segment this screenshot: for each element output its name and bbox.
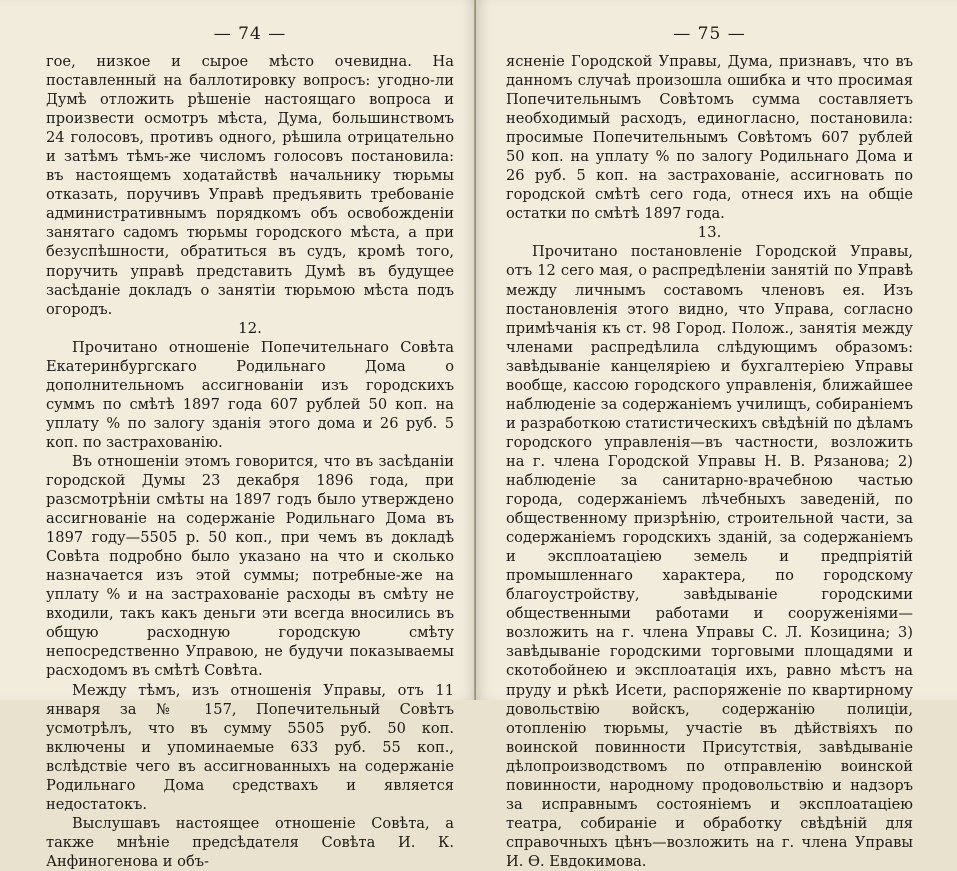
paragraph: Выслушавъ настоящее отношеніе Совѣта, а также мнѣніе предсѣдателя Совѣта И. К. Анфиногенова и объ- [46, 814, 454, 870]
left-page [0, 0, 476, 870]
paragraph: гое, низкое и сырое мѣсто очевидна. На поставленный на баллотировку вопросъ: угодно-ли Думѣ отложить рѣшеніе настоящаго вопроса и произвести осмотръ мѣста, Дума, большинствомъ 24 голосовъ, противъ одного, рѣшила отрицательно и затѣмъ тѣмъ-же числомъ голосовъ постановила: въ настоящемъ ходатайствѣ начальнику тюрьмы отказать, поручивъ Управѣ предъявить требованіе административнымъ порядкомъ объ освобожденіи занятаго садомъ тюрьмы городского мѣста, а при безуспѣшности, обратиться въ судъ, кромѣ того, поручить управѣ представить Думѣ въ будущее засѣданіе докладъ о занятіи тюрьмою мѣста подъ огородъ. [46, 53, 454, 318]
right-page [476, 0, 957, 870]
paragraph: Въ отношеніи этомъ говорится, что въ засѣданіи городской Думы 23 декабря 1896 года, при разсмотрѣніи смѣты на 1897 годъ было утверждено ассигнованіе на содержаніе Родильнаго Дома въ 1897 году—5505 р. 50 коп., при чемъ въ докладѣ Совѣта подробно было указано на что и сколько назначается изъ этой суммы; потребные-же на уплату % и на застрахованіе расходы въ смѣту не входили, такъ какъ деньги эти всегда вносились въ общую расходную городскую смѣту непосредственно Управою, не будучи показываемы расходомъ въ смѣтѣ Совѣта. [46, 452, 454, 680]
paragraph: Между тѣмъ, изъ отношенія Управы, отъ 11 января за № 157, Попечительный Совѣтъ усмотрѣлъ, что въ сумму 5505 руб. 50 коп. включены и упоминаемые 633 руб. 55 коп., вслѣдствіе чего въ ассигнованныхъ на содержаніе Родильнаго Дома средствахъ и является недостатокъ. [46, 681, 454, 813]
paragraph: Прочитано отношеніе Попечительнаго Совѣта Екатеринбургскаго Родильнаго Дома о дополнительномъ ассигнованіи изъ городскихъ суммъ по смѣтѣ 1897 года 607 рублей 50 коп. на уплату % по залогу зданія этого дома и 26 руб. 5 коп. по застрахованію. [46, 338, 454, 451]
paragraph: ясненіе Городской Управы, Дума, признавъ, что въ данномъ случаѣ произошла ошибка и что просимая Попечительнымъ Совѣтомъ сумма составляетъ необходимый расходъ, единогласно, постановила: просимые Попечительнымъ Совѣтомъ 607 рублей 50 коп. на уплату % по залогу Родильнаго Дома и 26 руб. 5 коп. на застрахованіе, ассигновать по городской смѣтѣ сего года, отнеся ихъ на общіе остатки по смѣтѣ 1897 года. [506, 53, 913, 223]
paragraph: Прочитано постановленіе Городской Управы, отъ 12 сего мая, о распредѣленіи занятій по Управѣ между личнымъ составомъ членовъ ея. Изъ постановленія этого видно, что Управа, согласно примѣчанія къ ст. 98 Город. Полож., занятія между членами распредѣлила слѣдующимъ образомъ: завѣдываніе канцеляріею и бухгалтеріею Управы вообще, кассою городского управленія, ближайшее наблюденіе за содержаніемъ училищъ, собираніемъ и разработкою статистическихъ свѣдѣній по дѣламъ городского управленія—въ частности, возложить на г. члена Городской Управы Н. В. Рязанова; 2) наблюденіе за санитарно-врачебною частью города, содержаніемъ лѣчебныхъ заведеній, по общественному призрѣнію, строительной части, за содержаніемъ городскихъ зданій, за содержаніемъ и эксплоатаціею земель и предпріятій промышленнаго характера, по городскому благоустройству, завѣдываніе городскими общественными работами и сооруженіями—возложить на г. члена Управы С. Л. Козицина; 3) завѣдываніе городскими торговыми площадями и скотобойнею и эксплоатація ихъ, равно мѣстъ на пруду и рѣкѣ Исети, распоряженіе по квартирному довольствію войскъ, содержанію полиціи, отопленію тюрьмы, участіе въ дѣйствіяхъ по воинской повинности Присутствія, завѣдываніе дѣлопроизводствомъ по отправленію воинской повинности, народному продовольствію и надзоръ за исправнымъ состояніемъ и эксплоатаціею театра, собираніе и обработку свѣдѣній для справочныхъ цѣнъ—возложить на г. члена Управы И. Ѳ. Евдокимова. [506, 243, 913, 870]
page-number-left: — 74 — [213, 24, 287, 44]
left-page-text [46, 52, 454, 871]
page-number-right: — 75 — [673, 24, 746, 44]
section-number: 12. [238, 318, 262, 337]
right-page-text [506, 52, 913, 871]
section-number: 13. [697, 223, 722, 242]
